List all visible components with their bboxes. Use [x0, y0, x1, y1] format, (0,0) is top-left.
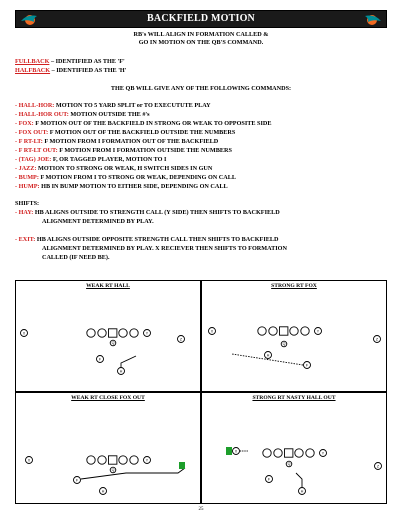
id-term: HALFBACK: [15, 67, 51, 74]
command-item: [15, 174, 236, 181]
shift-desc-cont: CALLED (IF NEED BE).: [42, 254, 110, 261]
command-term: - JAZZ:: [15, 165, 37, 172]
player-label: Y: [316, 329, 320, 334]
play-diagram: [202, 393, 385, 502]
command-term: - (TAG) JOE:: [15, 156, 52, 163]
player-label: X: [234, 449, 238, 454]
command-term: - BUMP:: [15, 174, 39, 181]
play-diagram: [16, 393, 199, 502]
player-label: F: [98, 357, 102, 362]
motion-path: [81, 468, 185, 479]
command-item: [15, 111, 150, 118]
dolphins-logo-icon: [361, 13, 383, 26]
intro-line-1: RB's WILL ALIGN IN FORMATION CALLED &: [133, 31, 269, 38]
shift-desc: HB ALIGNS OUTSIDE TO STRENGTH CALL (Y SIDE) THEN SHIFTS TO BACKFIELD: [33, 209, 280, 216]
diagram-weak-rt-close-fox-out: [15, 392, 201, 504]
player-label: Z: [376, 464, 380, 469]
diagram-title: WEAK RT HALL: [86, 283, 130, 289]
intro-line-2: GO IN MOTION ON THE QB'S COMMAND.: [138, 39, 264, 46]
lineman: [130, 456, 138, 464]
lineman: [87, 456, 95, 464]
command-term: - F RT-LT OUT:: [15, 147, 58, 154]
diagram-strong-rt-nasty-hall-out: [201, 392, 387, 504]
id-fullback: [15, 58, 125, 65]
page-header: [15, 10, 387, 28]
command-item: [15, 156, 166, 163]
command-term: - HALL-HOR OUT:: [15, 111, 69, 118]
command-desc: F, OR TAGGED PLAYER, MOTION TO I: [51, 156, 167, 163]
shift-desc-cont: ALIGNMENT DETERMINED BY PLAY. X RECIEVER THEN SHIFTS TO FORMATION: [42, 245, 287, 252]
command-term: - HALL-HOR:: [15, 102, 55, 109]
lineman: [258, 327, 266, 335]
player-label: F: [305, 363, 309, 368]
shift-desc-cont: ALIGNMENT DETERMINED BY PLAY.: [42, 218, 154, 225]
highlight-marker: [179, 462, 185, 469]
play-diagram: [16, 281, 199, 390]
command-item: [15, 147, 232, 154]
lineman: [119, 329, 127, 337]
player-label: H: [119, 369, 123, 374]
shift-term: - EXIT:: [15, 236, 36, 243]
motion-path: [296, 473, 302, 487]
lineman: [98, 329, 106, 337]
diagram-strong-rt-fox: [201, 280, 387, 392]
command-desc: F MOTION FROM I TO STRONG OR WEAK, DEPENDING ON CALL: [38, 174, 236, 181]
player-label: Q: [282, 342, 286, 347]
play-diagram: [202, 281, 385, 390]
diagram-title: STRONG RT NASTY HALL OUT: [252, 395, 336, 401]
center: [285, 449, 293, 457]
command-desc: F MOTION OUT OF THE BACKFIELD IN STRONG OR WEAK TO OPPOSITE SIDE: [33, 120, 272, 127]
commands-heading: THE QB WILL GIVE ANY OF THE FOLLOWING COMMANDS:: [110, 85, 292, 92]
player-label: F: [75, 478, 79, 483]
player-label: X: [210, 329, 214, 334]
command-desc: MOTION TO STRONG OR WEAK, H SWITCH SIDES IN GUN: [36, 165, 213, 172]
id-halfback: [15, 67, 126, 74]
player-label: X: [22, 331, 26, 336]
lineman: [119, 456, 127, 464]
center: [109, 456, 117, 464]
shifts-heading: SHIFTS:: [15, 200, 40, 207]
command-item: [15, 165, 212, 172]
motion-path: [121, 356, 136, 367]
player-label: H: [266, 353, 270, 358]
player-label: Z: [179, 337, 183, 342]
id-term: FULLBACK: [15, 58, 50, 65]
command-item: [15, 102, 211, 109]
id-desc: – IDENTIFIED AS THE 'H': [50, 67, 127, 74]
player-label: Y: [145, 331, 149, 336]
command-term: - HUMP:: [15, 183, 40, 190]
player-label: Q: [287, 462, 291, 467]
player-label: H: [300, 489, 304, 494]
command-term: - FOX:: [15, 120, 34, 127]
lineman: [98, 456, 106, 464]
command-desc: MOTION TO 5 YARD SPLIT or TO EXECUTUTE PLAY: [54, 102, 211, 109]
player-label: Y: [321, 451, 325, 456]
lineman: [290, 327, 298, 335]
player-label: X: [27, 458, 31, 463]
lineman: [269, 327, 277, 335]
lineman: [87, 329, 95, 337]
command-desc: MOTION OUTSIDE THE #'s: [68, 111, 150, 118]
command-desc: HB IN BUMP MOTION TO EITHER SIDE, DEPENDING ON CALL: [39, 183, 228, 190]
player-label: H: [101, 489, 105, 494]
document-page: [15, 10, 387, 510]
highlight-marker: [226, 447, 232, 455]
lineman: [263, 449, 271, 457]
command-desc: F MOTION FROM I FORMATION OUTSIDE THE NUMBERS: [57, 147, 232, 154]
command-desc: F MOTION FROM I FORMATION OUT OF THE BACKFIELD: [42, 138, 219, 145]
page-title: BACKFIELD MOTION: [147, 13, 255, 24]
shift-item: [15, 209, 280, 216]
center: [280, 327, 288, 335]
diagram-weak-rt-hall: [15, 280, 201, 392]
center: [109, 329, 117, 337]
player-label: Z: [375, 337, 379, 342]
lineman: [301, 327, 309, 335]
diagram-title: STRONG RT FOX: [271, 283, 317, 289]
shift-desc: HB ALIGNS OUTSIDE OPPOSITE STRENGTH CALL THEN SHIFTS TO BACKFIELD: [35, 236, 279, 243]
command-item: [15, 138, 218, 145]
shift-term: - HAY:: [15, 209, 34, 216]
shift-item: [15, 236, 278, 243]
command-item: [15, 129, 235, 136]
player-label: Q: [111, 468, 115, 473]
lineman: [274, 449, 282, 457]
diagram-title: WEAK RT CLOSE FOX OUT: [71, 395, 145, 401]
lineman: [306, 449, 314, 457]
command-term: - F RT-LT:: [15, 138, 43, 145]
id-desc: – IDENTIFIED AS THE 'F': [49, 58, 125, 65]
command-desc: F MOTION OUT OF THE BACKFIELD OUTSIDE THE NUMBERS: [48, 129, 236, 136]
player-label: Q: [111, 341, 115, 346]
player-label: Y: [145, 458, 149, 463]
player-label: F: [267, 477, 271, 482]
command-item: [15, 120, 271, 127]
command-item: [15, 183, 228, 190]
command-term: - FOX OUT:: [15, 129, 49, 136]
page-number: 25: [198, 507, 204, 512]
lineman: [130, 329, 138, 337]
lineman: [295, 449, 303, 457]
